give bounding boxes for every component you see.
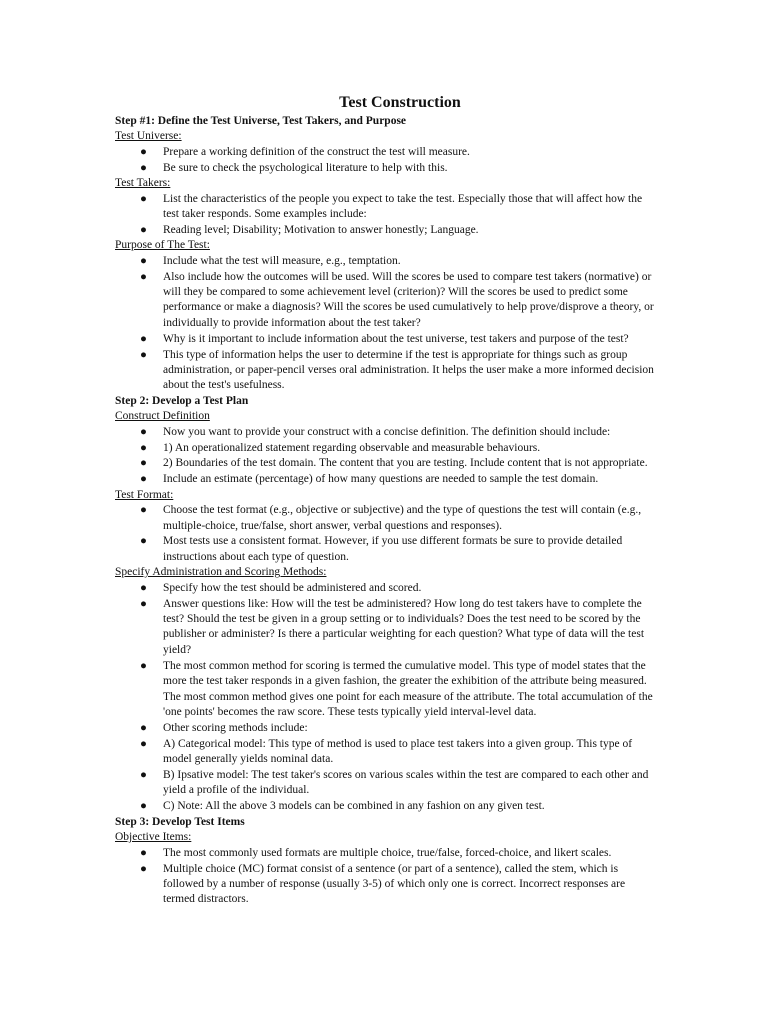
subsection-label: Construct Definition (115, 410, 210, 423)
list-item-text: This type of information helps the user to determine if the test is appropriate for things such as group administration, or paper-pencil verses oral administration. It helps the user make a more informed decision about the test's usefulness. (163, 348, 654, 392)
list-item-text: B) Ipsative model: The test taker's scores on various scales within the test are compared to each other and yield a profile of the individual. (163, 769, 649, 797)
bullet-icon: ● (140, 192, 147, 205)
list-item (115, 270, 655, 332)
bullet-list (115, 846, 655, 908)
bullet-icon: ● (140, 769, 147, 782)
document-body (115, 114, 655, 908)
bullet-list (115, 192, 655, 239)
bullet-icon: ● (140, 161, 147, 174)
list-item (115, 161, 655, 176)
subsection-label: Test Format: (115, 488, 174, 501)
bullet-icon: ● (140, 862, 147, 875)
list-item (115, 659, 655, 721)
subsection-label: Purpose of The Test: (115, 239, 210, 252)
list-item-text: Multiple choice (MC) format consist of a sentence (or part of a sentence), called the stem, which is followed by a number of response (usually 3-5) of which only one is correct. Incorrect responses are termed distractors. (163, 862, 626, 906)
list-item (115, 862, 655, 908)
bullet-icon: ● (140, 457, 147, 470)
bullet-icon: ● (140, 659, 147, 672)
list-item (115, 145, 655, 160)
bullet-icon: ● (140, 332, 147, 345)
document-title: Test Construction (339, 94, 461, 111)
list-item-text: 1) An operationalized statement regarding observable and measurable behaviours. (163, 441, 541, 454)
bullet-icon: ● (140, 348, 147, 361)
bullet-icon: ● (140, 597, 147, 610)
list-item (115, 456, 655, 471)
bullet-icon: ● (140, 504, 147, 517)
list-item (115, 721, 655, 736)
list-item (115, 192, 655, 223)
bullet-icon: ● (140, 721, 147, 734)
section-heading: Step #1: Define the Test Universe, Test Takers, and Purpose (115, 115, 407, 127)
bullet-icon: ● (140, 737, 147, 750)
list-item-text: Most tests use a consistent format. However, if you use different formats be sure to provide detailed instructions about each type of question. (163, 535, 623, 563)
list-item-text: 2) Boundaries of the test domain. The content that you are testing. Include content that is not appropriate. (163, 457, 648, 470)
list-item (115, 799, 655, 814)
list-item (115, 348, 655, 394)
list-item-text: Be sure to check the psychological literature to help with this. (163, 161, 448, 174)
list-item (115, 223, 655, 238)
bullet-icon: ● (140, 254, 147, 267)
section-heading: Step 2: Develop a Test Plan (115, 394, 249, 407)
list-item-text: Choose the test format (e.g., objective or subjective) and the type of questions the test will contain (e.g., multiple-choice, true/false, short answer, verbal questions and responses). (163, 504, 642, 532)
list-item-text: Include what the test will measure, e.g., temptation. (163, 254, 401, 267)
bullet-list (115, 425, 655, 488)
list-item (115, 768, 655, 799)
list-item (115, 472, 655, 487)
subsection-label: Objective Items: (115, 831, 192, 844)
list-item-text: Other scoring methods include: (163, 721, 308, 734)
list-item (115, 332, 655, 347)
document-page (115, 93, 655, 908)
list-item-text: Reading level; Disability; Motivation to answer honestly; Language. (163, 223, 479, 236)
subsection-label: Test Takers: (115, 177, 171, 190)
list-item-text: C) Note: All the above 3 models can be combined in any fashion on any given test. (163, 800, 545, 813)
section-heading: Step 3: Develop Test Items (115, 815, 245, 828)
bullet-icon: ● (140, 473, 147, 486)
list-item-text: Now you want to provide your construct with a concise definition. The definition should include: (163, 425, 611, 438)
bullet-icon: ● (140, 581, 147, 594)
list-item-text: Include an estimate (percentage) of how many questions are needed to sample the test domain. (163, 473, 599, 486)
subsection-label: Specify Administration and Scoring Methods: (115, 566, 327, 579)
bullet-list (115, 503, 655, 565)
list-item (115, 534, 655, 565)
bullet-icon: ● (140, 270, 147, 283)
bullet-list (115, 145, 655, 176)
list-item-text: Answer questions like: How will the test be administered? How long do test takers have to complete the test? Should the test be given in a group setting or to individuals? Does the test need to be scored by the publisher or administer? Is there a particular weighting for each question? What type of data will the test yield? (163, 597, 645, 656)
list-item (115, 597, 655, 659)
list-item-text: List the characteristics of the people you expect to take the test. Especially those that will affect how the test taker responds. Some examples include: (163, 192, 643, 220)
list-item-text: The most commonly used formats are multiple choice, true/false, forced-choice, and likert scales. (163, 846, 612, 859)
list-item-text: Specify how the test should be administered and scored. (163, 581, 422, 594)
list-item-text: Also include how the outcomes will be used. Will the scores be used to compare test takers (normative) or will they be compared to some achievement level (criterion)? Will the scores be used to predict some performance or make a diagnosis? Will the scores be used cumulatively to help prove/disprove a theory, or individually to provide information about the test taker? (163, 270, 654, 329)
list-item (115, 581, 655, 596)
list-item (115, 254, 655, 269)
list-item (115, 846, 655, 861)
list-item (115, 425, 655, 440)
list-item-text: Prepare a working definition of the construct the test will measure. (163, 145, 470, 158)
list-item (115, 737, 655, 768)
list-item (115, 441, 655, 456)
bullet-icon: ● (140, 800, 147, 813)
list-item (115, 503, 655, 534)
bullet-icon: ● (140, 846, 147, 859)
bullet-icon: ● (140, 145, 147, 158)
list-item-text: The most common method for scoring is termed the cumulative model. This type of model states that the more the test taker responds in a given fashion, the greater the exhibition of the attribute being measured. The most common method gives one point for each measure of the attribute. The total accumulation of the 'one points' becomes the raw score. These tests typically yield interval-level data. (163, 659, 653, 718)
bullet-icon: ● (140, 425, 147, 438)
bullet-list (115, 581, 655, 815)
list-item-text: Why is it important to include information about the test universe, test takers and purpose of the test? (163, 332, 629, 345)
list-item-text: A) Categorical model: This type of method is used to place test takers into a given group. This type of model generally yields nominal data. (163, 737, 633, 766)
bullet-list (115, 254, 655, 394)
bullet-icon: ● (140, 223, 147, 236)
bullet-icon: ● (140, 441, 147, 454)
bullet-icon: ● (140, 535, 147, 548)
subsection-label: Test Universe: (115, 130, 182, 143)
